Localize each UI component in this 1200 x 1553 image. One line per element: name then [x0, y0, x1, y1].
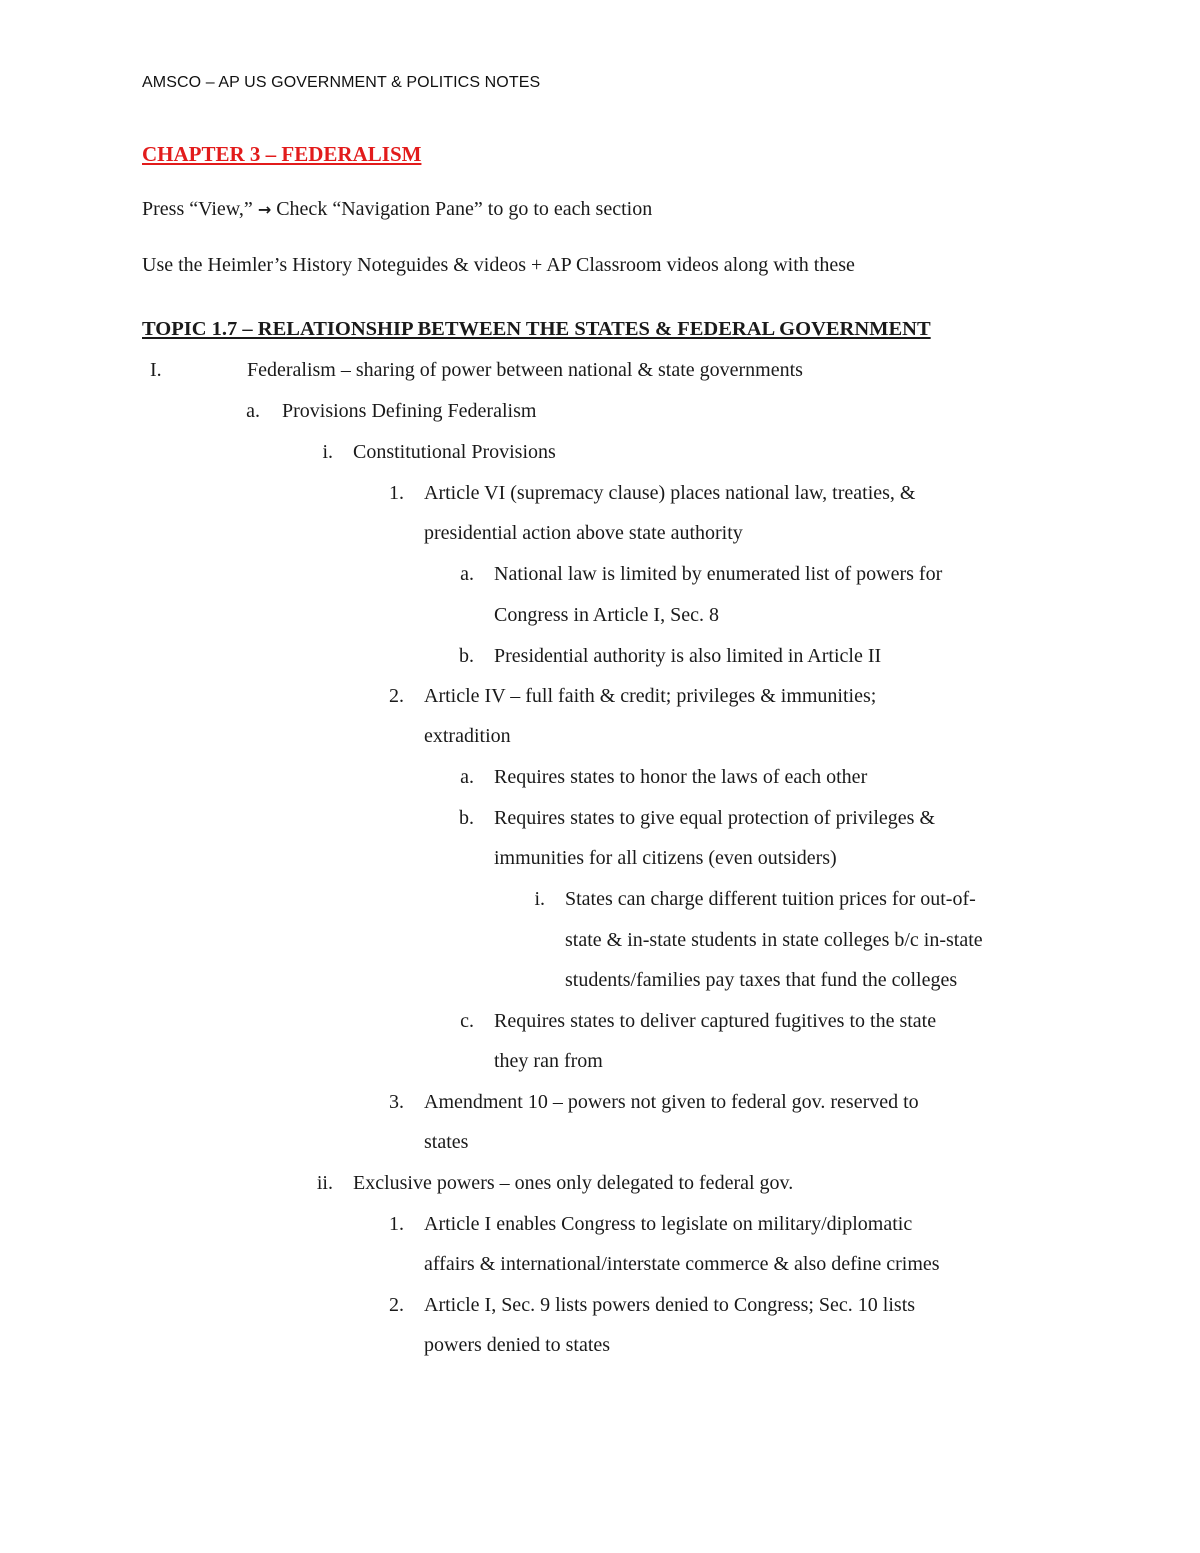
outline-marker: 2.	[389, 1294, 404, 1316]
resources-instruction: Use the Heimler’s History Noteguides & videos + AP Classroom videos along with these	[142, 254, 855, 276]
outline-marker: 1.	[389, 482, 404, 504]
outline-text: presidential action above state authority	[424, 522, 743, 544]
outline-text: Provisions Defining Federalism	[282, 400, 537, 422]
topic-heading: TOPIC 1.7 – RELATIONSHIP BETWEEN THE STATES & FEDERAL GOVERNMENT	[142, 318, 931, 340]
press-view-suffix: Check “Navigation Pane” to go to each section	[276, 198, 653, 220]
outline-text: Requires states to deliver captured fugitives to the state	[494, 1010, 937, 1032]
outline-text: state & in-state students in state colleges b/c in-state	[565, 929, 983, 951]
document-header: AMSCO – AP US GOVERNMENT & POLITICS NOTES	[142, 74, 541, 91]
outline-text: Presidential authority is also limited in Article II	[494, 645, 882, 667]
outline-text: Requires states to honor the laws of each other	[494, 766, 868, 788]
outline-marker: I.	[150, 359, 162, 381]
outline-text: states	[424, 1131, 469, 1153]
outline-text: Amendment 10 – powers not given to federal gov. reserved to	[424, 1091, 919, 1113]
outline-marker: i.	[534, 888, 545, 910]
outline-text: Constitutional Provisions	[353, 441, 556, 463]
press-view-prefix: Press “View,”	[142, 198, 253, 220]
outline-text: Article I, Sec. 9 lists powers denied to Congress; Sec. 10 lists	[424, 1294, 916, 1316]
press-view-instruction	[142, 198, 652, 221]
outline-marker: ii.	[316, 1172, 333, 1194]
outline-marker: c.	[460, 1010, 474, 1032]
outline-marker: a.	[460, 766, 474, 788]
outline-text: States can charge different tuition prices for out-of-	[565, 888, 976, 910]
outline-text: affairs & international/interstate commerce & also define crimes	[424, 1253, 940, 1275]
outline-text: Article IV – full faith & credit; privileges & immunities;	[424, 685, 877, 707]
outline-marker: 2.	[389, 685, 404, 707]
outline-marker: 1.	[389, 1213, 404, 1235]
outline-marker: a.	[246, 400, 260, 422]
outline-text: immunities for all citizens (even outsiders)	[494, 847, 837, 869]
outline-text: Article VI (supremacy clause) places national law, treaties, &	[424, 482, 916, 504]
outline-text: Exclusive powers – ones only delegated to federal gov.	[353, 1172, 794, 1194]
outline-text: Federalism – sharing of power between national & state governments	[247, 359, 803, 381]
outline-text: students/families pay taxes that fund the colleges	[565, 969, 958, 991]
outline-text: National law is limited by enumerated list of powers for	[494, 563, 943, 585]
outline-text: Requires states to give equal protection of privileges &	[494, 807, 935, 829]
outline-marker: b.	[459, 645, 474, 667]
outline-marker: b.	[459, 807, 474, 829]
arrow-right-icon: →	[257, 200, 272, 219]
outline-text: Congress in Article I, Sec. 8	[494, 604, 719, 626]
chapter-title: CHAPTER 3 – FEDERALISM	[142, 142, 422, 166]
outline-text: extradition	[424, 725, 511, 747]
outline-text: powers denied to states	[424, 1334, 611, 1356]
outline-marker: 3.	[389, 1091, 404, 1113]
outline-marker: a.	[460, 563, 474, 585]
outline-marker: i.	[322, 441, 333, 463]
outline-text: Article I enables Congress to legislate on military/diplomatic	[424, 1213, 913, 1235]
outline-text: they ran from	[494, 1050, 603, 1072]
